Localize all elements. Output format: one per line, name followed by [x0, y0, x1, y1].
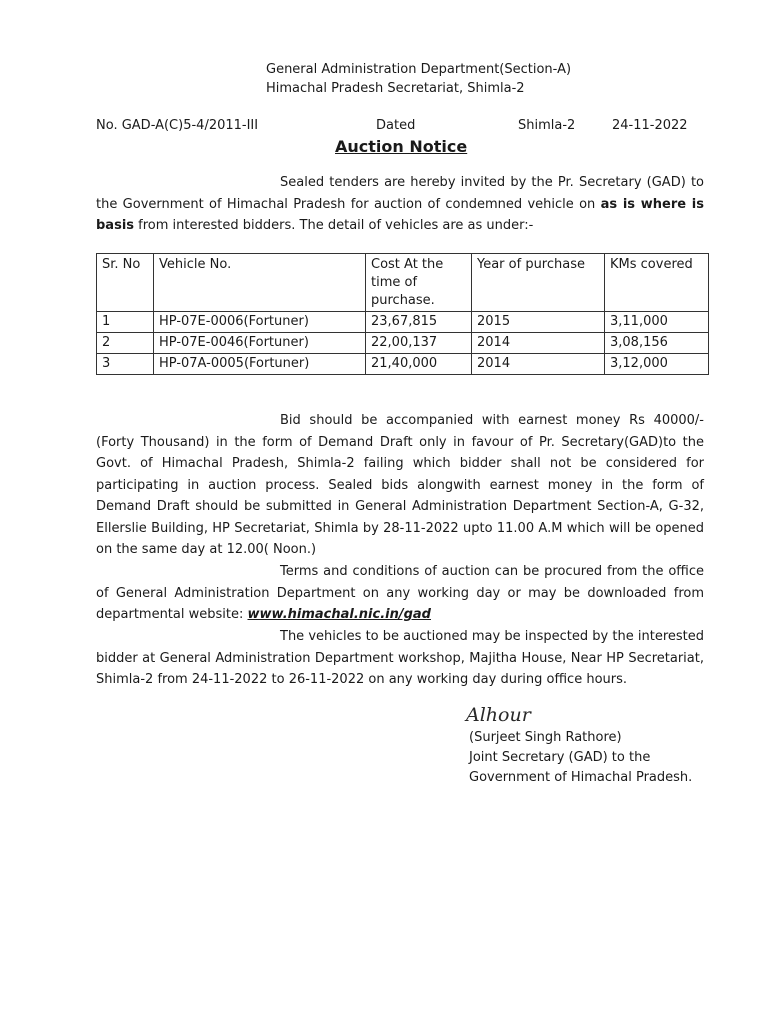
column-header: KMs covered [605, 254, 709, 312]
column-header: Sr. No [97, 254, 154, 312]
cell-cost: 22,00,137 [366, 333, 472, 354]
cell-cost: 23,67,815 [366, 312, 472, 333]
cell-year: 2015 [472, 312, 605, 333]
bid-text: Bid should be accompanied with earnest money Rs 40000/- (Forty Thousand) in the form of Demand Draft only in favour of Pr. Secretary(GAD)to the Govt. of Himachal Pradesh, Shimla-2 failing which bidder shall not be considered for participating in auction process. Sealed bids alongwith earnest money in the form of Demand Draft should be submitted in General Administration Department Section-A, G-32, Ellerslie Building, HP Secretariat, Shimla by 28-11-2022 upto 11.00 A.M which will be opened on the same day at 12.00( Noon.) [96, 413, 704, 557]
bid-paragraph [96, 410, 704, 561]
inspect-text: The vehicles to be auctioned may be inspected by the interested bidder at General Administration Department workshop, Majitha House, Near HP Secretariat, Shimla-2 from 24-11-2022 to 26-11-2022 on any working day during office hours. [96, 629, 704, 687]
intro-lead: Sealed tenders are hereby invited by the Pr. Secretary (GAD) to the Government of Himachal Pradesh for auction of condemned vehicle on [96, 175, 704, 212]
website-link[interactable]: www.himachal.nic.in/gad [247, 607, 431, 622]
intro-tail: from interested bidders. The detail of vehicles are as under:- [134, 218, 534, 233]
cell-kms: 3,11,000 [605, 312, 709, 333]
header-secretariat: Himachal Pradesh Secretariat, Shimla-2 [266, 81, 525, 96]
signatory-government: Government of Himachal Pradesh. [469, 770, 693, 785]
intro-bold: as is where is basis [96, 196, 704, 233]
dated-label: Dated [376, 118, 416, 133]
cell-kms: 3,08,156 [605, 333, 709, 354]
cell-vehicle: HP-07E-0006(Fortuner) [154, 312, 366, 333]
cell-sr: 1 [97, 312, 154, 333]
cell-kms: 3,12,000 [605, 354, 709, 375]
column-header: Year of purchase [472, 254, 605, 312]
table-row [97, 354, 709, 375]
table-row [97, 333, 709, 354]
intro-paragraph [96, 172, 704, 237]
cell-vehicle: HP-07E-0046(Fortuner) [154, 333, 366, 354]
signatory-designation: Joint Secretary (GAD) to the [469, 750, 651, 765]
terms-text: Terms and conditions of auction can be procured from the office of General Administration Department on any working day or may be downloaded from departmental website: [96, 564, 704, 622]
cell-year: 2014 [472, 354, 605, 375]
column-header: Vehicle No. [154, 254, 366, 312]
table-row [97, 312, 709, 333]
inspect-paragraph [96, 626, 704, 691]
cell-year: 2014 [472, 333, 605, 354]
terms-paragraph [96, 561, 704, 626]
cell-sr: 2 [97, 333, 154, 354]
reference-number: No. GAD-A(C)5-4/2011-III [96, 118, 259, 133]
cell-sr: 3 [97, 354, 154, 375]
signature-scrawl: Alhour [466, 704, 531, 726]
header-department: General Administration Department(Section-A) [266, 62, 572, 77]
table-header-row [97, 254, 709, 312]
page-title: Auction Notice [335, 137, 468, 156]
reference-place: Shimla-2 [518, 118, 576, 133]
signatory-name: (Surjeet Singh Rathore) [469, 730, 622, 745]
column-header: Cost At the time of purchase. [366, 254, 472, 312]
cell-vehicle: HP-07A-0005(Fortuner) [154, 354, 366, 375]
vehicle-table [96, 253, 709, 375]
cell-cost: 21,40,000 [366, 354, 472, 375]
reference-date: 24-11-2022 [612, 118, 688, 133]
